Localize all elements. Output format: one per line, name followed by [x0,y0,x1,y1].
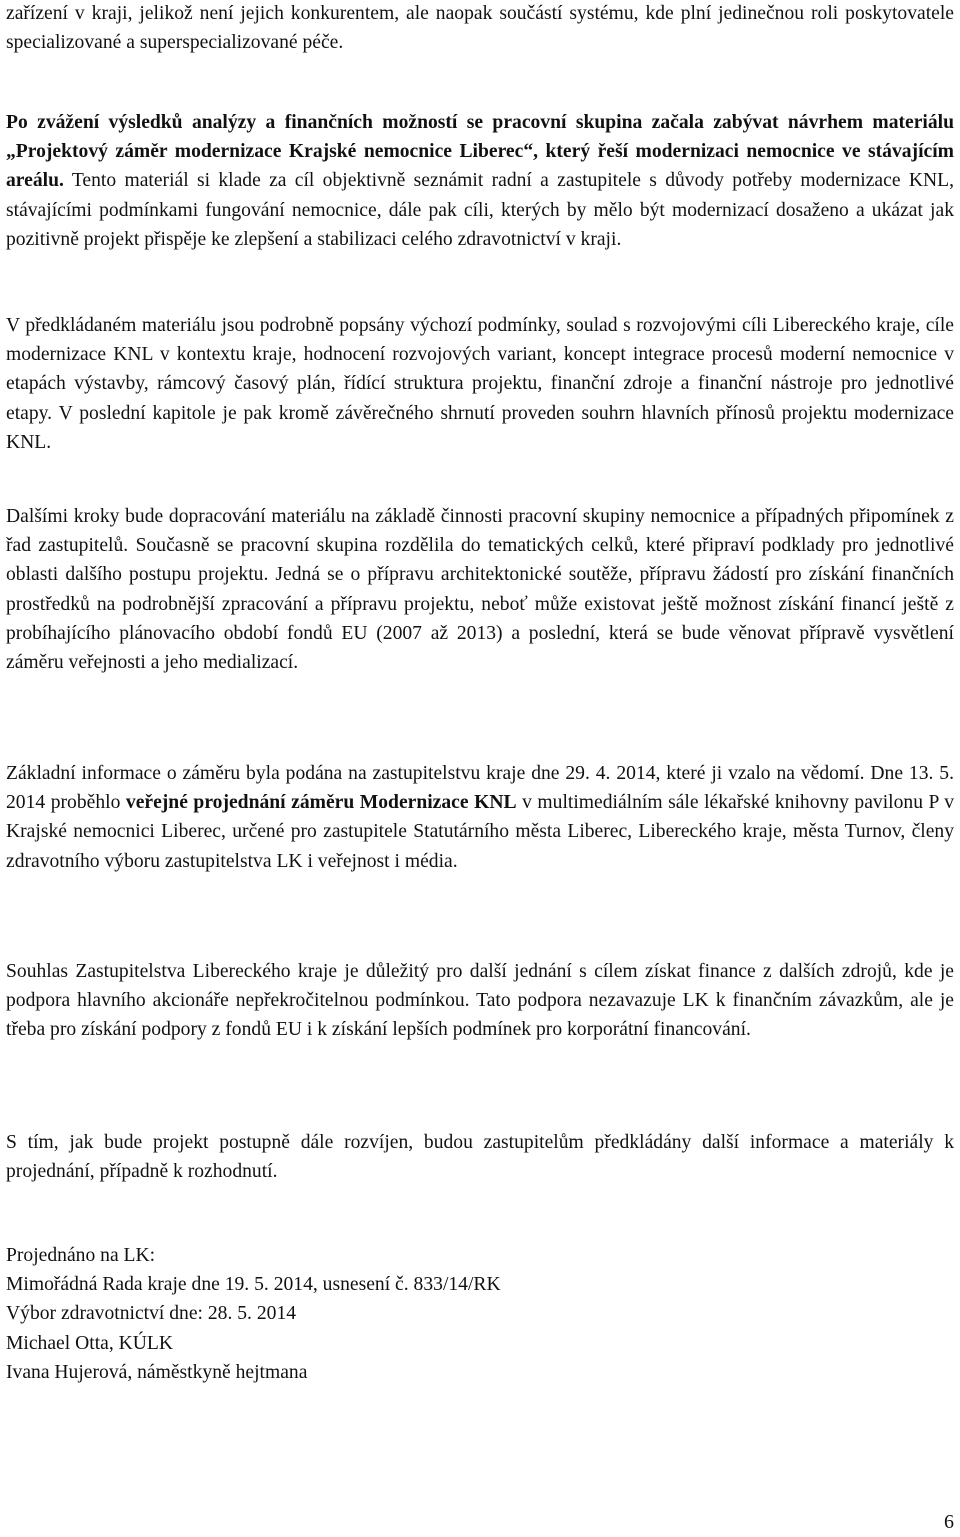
paragraph-project-proposal [6,108,954,254]
signature-line: Výbor zdravotnictví dne: 28. 5. 2014 [6,1303,297,1325]
paragraph-next-steps: Dalšími kroky bude dopracování materiálu na základě činnosti pracovní skupiny nemocnice a případných připomínek z řad zastupitelů. Současně se pracovní skupina rozdělila do tematických celků, které připraví podklady pro jednotlivé oblasti dalšího postupu projektu. Jedná se o přípravu architektonické soutěže, přípravu žádostí pro získání finančních prostředků na podrobnější zpracování a přípravu projektu, neboť může existovat ještě možnost získání financí ještě z probíhajícího plánovacího období fondů EU (2007 až 2013) a poslední, která se bude věnovat přípravě vysvětlení záměru veřejnosti a jeho medializací. [6,506,954,674]
approval-signature-block [6,1241,954,1387]
paragraph-intro-continuation: zařízení v kraji, jelikož není jejich konkurentem, ale naopak součástí systému, kde plní jedinečnou roli poskytovatele specializované a superspecializované péče. [6,3,954,54]
bold-lead-text: Po zvážení výsledků analýzy a finančních možností se pracovní skupina začala zabývat návrhem materiálu „Projektový záměr modernizace Krajské nemocnice Liberec“, který řeší modernizaci nemocnice ve stávajícím areálu. [6,112,954,192]
signature-line: Mimořádná Rada kraje dne 19. 5. 2014, usnesení č. 833/14/RK [6,1274,501,1296]
bold-event-name: veřejné projednání záměru Modernizace KNL [125,792,517,814]
signature-line: Projednáno na LK: [6,1245,156,1266]
paragraph-material-contents: V předkládaném materiálu jsou podrobně popsány výchozí podmínky, soulad s rozvojovými cíli Libereckého kraje, cíle modernizace KNL v kontextu kraje, hodnocení rozvojových variant, koncept integrace procesů moderní nemocnice v etapách výstavby, rámcový časový plán, řídící struktura projektu, finanční zdroje a finanční nástroje pro jednotlivé etapy. V poslední kapitole je pak kromě závěrečného shrnutí proveden souhrn hlavních přínosů projektu modernizace KNL. [6,315,954,453]
signature-line: Michael Otta, KÚLK [6,1332,174,1354]
paragraph-basic-information [6,759,954,876]
paragraph-text: Základní informace o záměru byla podána na zastupitelstvu kraje dne 29. 4. 2014, které ji vzalo na vědomí. Dne 13. 5. 2014 proběhlo [6,763,954,814]
page-number: 6 [944,1511,954,1533]
signature-line: Ivana Hujerová, náměstkyně hejtmana [6,1361,308,1383]
paragraph-text: Tento materiál si klade za cíl objektivně seznámit radní a zastupitele s důvody potřeby modernizace KNL, stávajícími podmínkami fungování nemocnice, dále pak cíli, kterých by mělo být modernizací dosaženo a ukázat jak pozitivně projekt přispěje ke zlepšení a stabilizaci celého zdravotnictví v kraji. [6,170,954,250]
paragraph-assembly-consent: Souhlas Zastupitelstva Libereckého kraje je důležitý pro další jednání s cílem získat finance z dalších zdrojů, kde je podpora hlavního akcionáře nepřekročitelnou podmínkou. Tato podpora nezavazuje LK k finančním závazkům, ale je třeba pro získání podpory z fondů EU i k získání lepších podmínek pro korporátní financování. [6,961,954,1041]
paragraph-text: v multimediálním sále lékařské knihovny pavilonu P v Krajské nemocnici Liberec, určené pro zastupitele Statutárního města Liberec, Libereckého kraje, města Turnov, členy zdravotního výboru zastupitelstva LK i veřejnost i média. [6,792,955,872]
paragraph-further-development: S tím, jak bude projekt postupně dále rozvíjen, budou zastupitelům předkládány další informace a materiály k projednání, případně k rozhodnutí. [6,1132,954,1183]
